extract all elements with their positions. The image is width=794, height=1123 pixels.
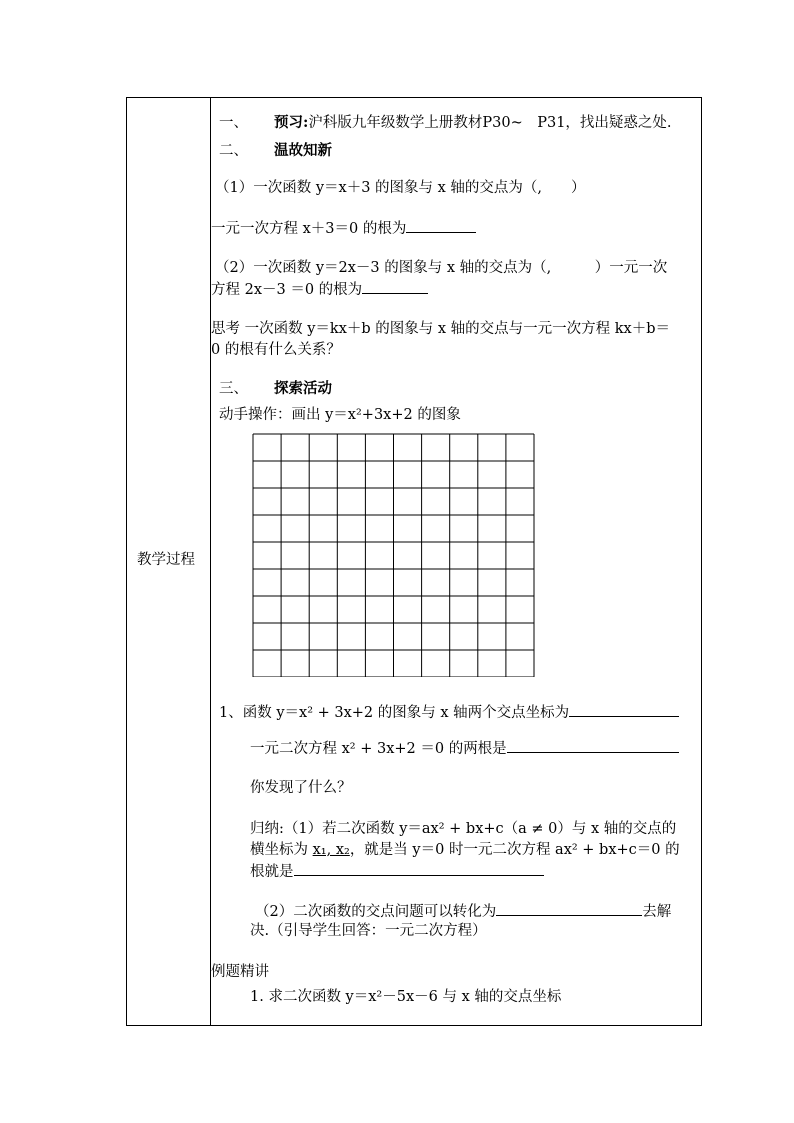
answer-blank: [507, 738, 679, 753]
review-q1-text: 一元一次方程 x＋3＝0 的根为: [211, 221, 407, 237]
explore-p1-text: 1、函数 y＝x² + 3x+2 的图象与 x 轴两个交点坐标为: [219, 705, 570, 721]
answer-blank: [406, 218, 476, 233]
summary-text-3: 根就是: [250, 864, 294, 880]
section-three-title: 探索活动: [274, 380, 332, 397]
summary2-text-1: （2）二次函数的交点问题可以转化为: [255, 904, 497, 920]
explore-p1-roots-text: 一元二次方程 x² + 3x+2 ＝0 的两根是: [250, 741, 507, 757]
summary-text-2: ，就是当 y＝0 时一元二次方程 ax² + bx+c＝0 的: [349, 842, 680, 858]
summary-text-1: 横坐标为: [250, 842, 308, 858]
summary2-line-b: 决.（引导学生回答：一元二次方程）: [250, 923, 487, 939]
drawing-grid: [252, 433, 535, 681]
example-title: 例题精讲: [211, 964, 269, 980]
summary2-line-a: [255, 901, 671, 922]
summary-line-c: [250, 861, 544, 882]
think-line-a: 思考 一次函数 y＝kx＋b 的图象与 x 轴的交点与一元一次方程 kx＋b＝: [211, 321, 671, 337]
answer-blank: [294, 861, 544, 876]
answer-blank: [362, 279, 428, 294]
section-one-text: 沪科版九年级数学上册教材P30~ P31，找出疑惑之处.: [308, 115, 672, 131]
explore-p1-line-b: [250, 738, 679, 759]
summary-line-a: 归纳:（1）若二次函数 y＝ax² + bx+c（a ≠ 0）与 x 轴的交点的: [250, 821, 677, 837]
review-q1-line-b: [211, 218, 476, 239]
section-one-line: [274, 113, 672, 133]
review-q2-line-a: （2）一次函数 y＝2x－3 的图象与 x 轴的交点为（, ）一元一次: [215, 260, 668, 276]
hands-on-instruction: 动手操作：画出 y＝x²+3x+2 的图象: [219, 407, 461, 423]
answer-blank: [569, 702, 679, 717]
side-label: 教学过程: [137, 552, 195, 568]
think-line-b: 0 的根有什么关系？: [211, 342, 341, 358]
section-two-title: 温故知新: [274, 142, 332, 159]
review-q2-text: 方程 2x－3 ＝0 的根为: [211, 282, 363, 298]
summary2-text-2: 去解: [642, 904, 672, 920]
explore-p1-discover: 你发现了什么？: [250, 780, 352, 796]
review-q1-line-a: （1）一次函数 y＝x＋3 的图象与 x 轴的交点为（, ）: [215, 180, 586, 196]
section-one-title: 预习: [274, 114, 303, 131]
section-three-number: 三、: [219, 381, 248, 397]
section-one-colon: :: [303, 114, 309, 131]
grid-svg: [252, 433, 535, 677]
review-q2-line-b: [211, 279, 428, 300]
section-two-number: 二、: [219, 143, 248, 159]
explore-p1-line-a: [219, 702, 679, 723]
example-q1: 1. 求二次函数 y＝x²－5x－6 与 x 轴的交点坐标: [250, 989, 562, 1005]
answer-blank: [496, 901, 642, 916]
summary-roots: x₁, x₂: [312, 842, 350, 858]
section-one-number: 一、: [219, 115, 248, 131]
summary-line-b: [250, 840, 680, 860]
